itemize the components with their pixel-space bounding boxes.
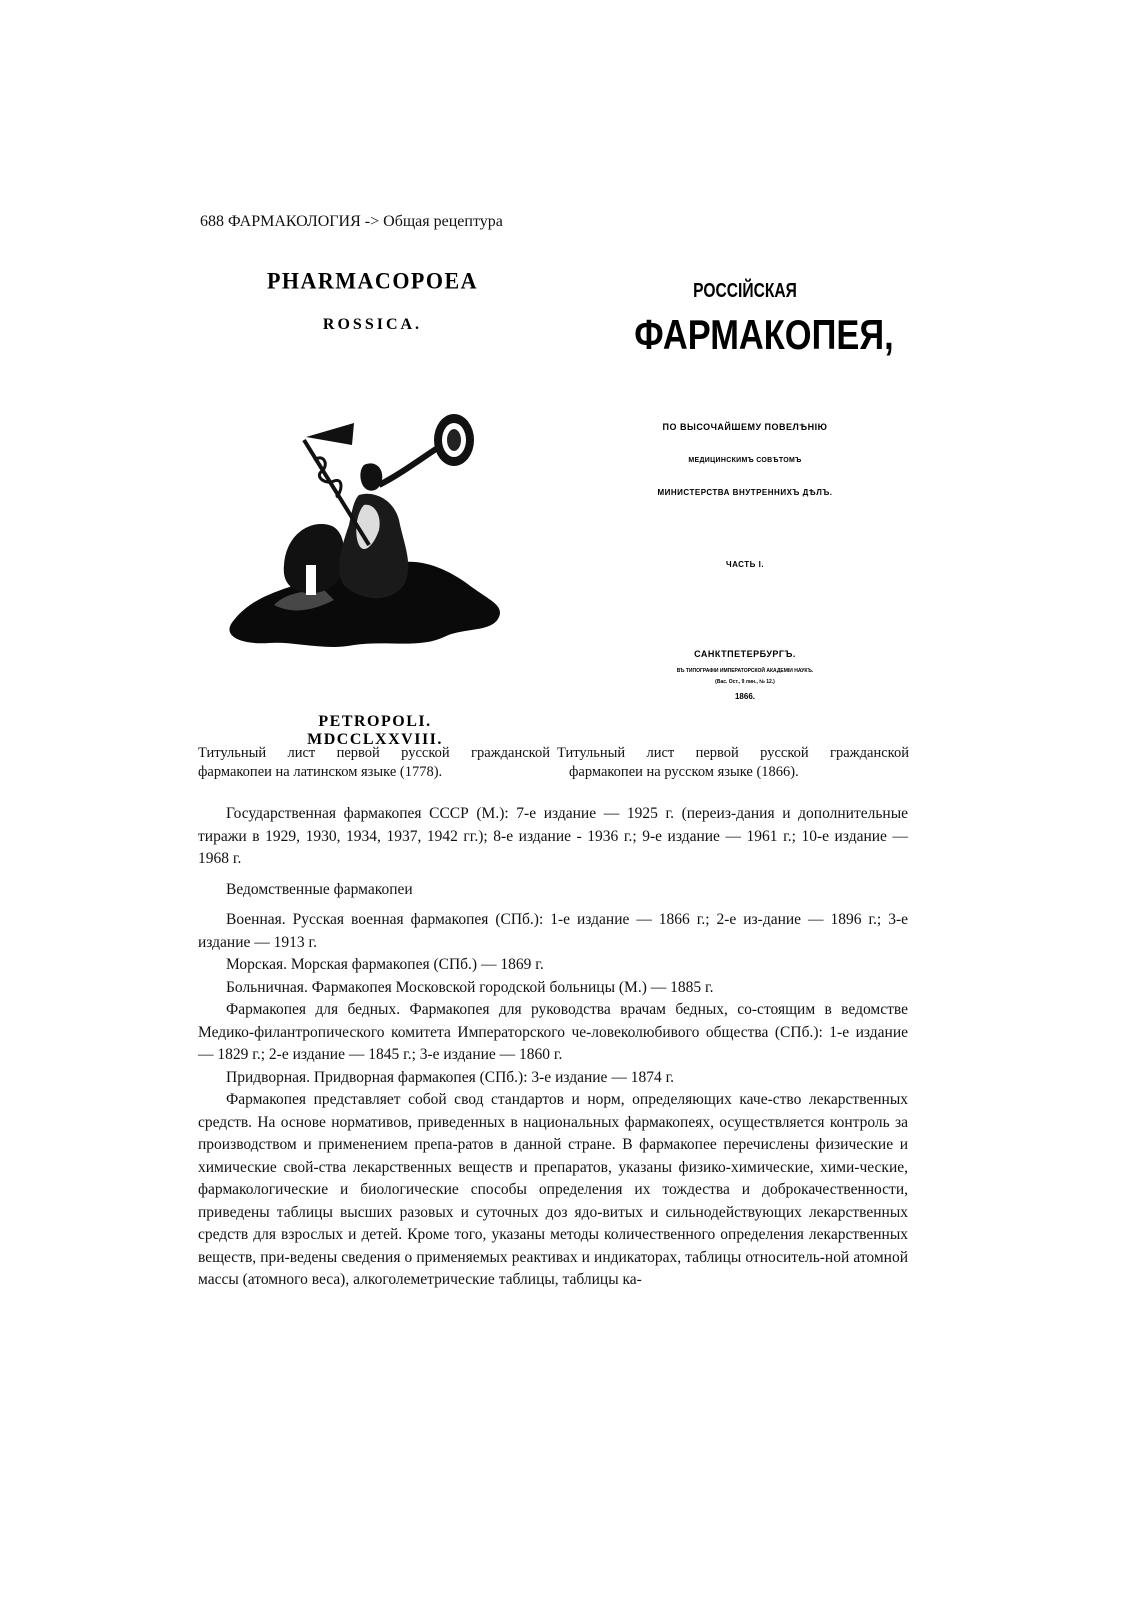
russian-title-line7: САНКТПЕТЕРБУРГЪ. [694, 649, 796, 659]
caption-russian-line1: Титульный лист первой русской гражданской [557, 745, 909, 761]
russian-title-line8: ВЪ ТИПОГРАФІИ ИМПЕРАТОРСКОЙ АКАДЕМІИ НАУКЪ. [676, 668, 814, 674]
russian-title-line1: РОССІЙСКАЯ [693, 280, 797, 302]
paragraph: Придворная. Придворная фармакопея (СПб.): 3-е издание — 1874 г. [226, 1068, 675, 1086]
paragraph: Морская. Морская фармакопея (СПб.) — 1869 г. [226, 956, 544, 973]
caption-russian [557, 744, 909, 782]
body-text [198, 803, 908, 1292]
russian-title-line9: (Вас. Ост., 9 лин., № 12.) [715, 679, 775, 685]
caption-latin-line1: Титульный лист первой русской гражданской [198, 745, 550, 761]
paragraph: Военная. Русская военная фармакопея (СПб.): 1-е издание — 1866 г.; 2-е из-дание — 1896 г.; 3-е издание — 1913 г. [198, 911, 908, 951]
russian-title-line5: МИНИСТЕРСТВА ВНУТРЕННИХЪ ДѢЛЪ. [657, 488, 833, 497]
paragraph: Фармакопея представляет собой свод стандартов и норм, определяющих каче-ство лекарственных средств. На основе нормативов, приведенных в национальных фармакопеях, осуществляется контроль за производством и применением препа-ратов в данной стране. В фармакопее перечислены физические и химические свой-ства лекарственных веществ и препаратов, указаны физико-химические, хими-ческие, фармакологические и биологические способы определения их тождества и доброкачественности, приведены таблицы высших разовых и суточных доз ядо-витых и сильнодействующих лекарственных средств для взрослых и детей. Кроме того, указаны методы количественного определения лекарственных веществ, при-ведены сведения о применяемых реактивах и индикаторах, таблицы относитель-ной атомной массы (атомного веса), алкоголеметрические таблицы, таблицы ка- [198, 1091, 908, 1288]
paragraph: Больничная. Фармакопея Московской городской больницы (М.) — 1885 г. [226, 978, 714, 996]
latin-title-block [255, 268, 490, 334]
latin-title-line2: ROSSICA. [322, 316, 423, 333]
russian-title-line6: ЧАСТЬ I. [725, 560, 765, 569]
russian-title-line2: ФАРМАКОПЕЯ, [634, 311, 894, 358]
caption-latin-line2: фармакопеи на латинском языке (1778). [198, 764, 443, 780]
russian-title-line4: МЕДИЦИНСКИМЪ СОВѢТОМЪ [688, 457, 802, 464]
running-header: 688 ФАРМАКОЛОГИЯ -> Общая рецептура [200, 213, 503, 230]
russian-title-line10: 1866. [734, 692, 756, 701]
paragraph: Ведомственные фармакопеи [226, 880, 413, 898]
russian-title-line3: ПО ВЫСОЧАЙШЕМУ ПОВЕЛѢНІЮ [662, 422, 828, 432]
caption-russian-line2: фармакопеи на русском языке (1866). [569, 764, 799, 780]
engraving-illustration [214, 405, 514, 655]
caption-latin [198, 744, 550, 782]
latin-imprint: PETROPOLI. MDCCLXXVIII. [307, 713, 443, 748]
paragraph: Государственная фармакопея СССР (М.): 7-е издание — 1925 г. (переиз-дания и дополнительные тиражи в 1929, 1930, 1934, 1937, 1942 гг.); 8-е издание - 1936 г.; 9-е издание — 1961 г.; 10-е издание — 1968 г. [198, 805, 908, 867]
paragraph: Фармакопея для бедных. Фармакопея для руководства врачам бедных, со-стоящим в ведомстве Медико-филантропического комитета Императорского че-ловеколюбивого общества (СПб.): 1-е издание — 1829 г.; 2-е издание — 1845 г.; 3-е издание — 1860 г. [198, 1001, 908, 1063]
russian-title-block [610, 280, 894, 359]
latin-title-line1: PHARMACOPOEA [266, 267, 479, 294]
